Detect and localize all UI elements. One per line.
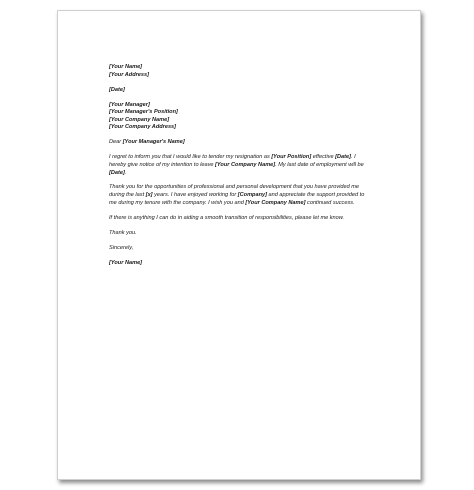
p2-company: [Company] [237, 192, 267, 199]
recipient-manager: [Your Manager] [109, 101, 150, 108]
recipient-company-address: [Your Company Address] [109, 124, 177, 131]
closing: Sincerely, [109, 244, 134, 251]
p1-date-1: [Date] [335, 154, 352, 161]
signature-name: [Your Name] [109, 259, 143, 266]
salutation-name: [Your Manager's Name] [122, 139, 185, 146]
date-block [109, 87, 371, 95]
p2-text-4: continued success. [305, 199, 355, 206]
recipient-position: [Your Manager's Position] [109, 109, 178, 116]
paragraph-thanks [109, 184, 371, 207]
p1-text-5: . [124, 169, 127, 176]
recipient-company: [Your Company Name] [109, 116, 170, 123]
thank-you-line: Thank you. [109, 229, 137, 236]
sender-address: [Your Address] [109, 71, 149, 78]
sender-name: [Your Name] [109, 64, 143, 70]
letter-date: [Date] [109, 86, 125, 93]
salutation [109, 139, 371, 147]
p1-company: [Your Company Name] [215, 161, 276, 168]
sender-block [109, 64, 371, 79]
p2-text-3: and appreciate the support provided to me during my tenure with the company. I wish you and [109, 192, 365, 206]
letter-page [57, 10, 421, 480]
paragraph-transition: If there is anything I can do in aiding a smooth transition of responsibilities, please let me know. [109, 214, 345, 221]
salutation-prefix: Dear [109, 139, 122, 146]
p1-text-3: . I hereby give notice of my intention to leave [109, 154, 356, 168]
p1-text-2: effective [311, 154, 336, 161]
p1-text-4: . My last date of employment will be [275, 161, 364, 168]
letter-body [109, 64, 371, 267]
recipient-block [109, 102, 371, 132]
p1-date-2: [Date] [109, 169, 125, 176]
p1-text-1: I regret to inform you that I would like to tender my resignation as [109, 154, 272, 161]
paragraph-resignation [109, 154, 371, 177]
p2-text-1: Thank you for the opportunities of professional and personal development that you have provided me during the last [109, 184, 360, 199]
p1-position: [Your Position] [271, 154, 312, 161]
p2-years: [x] [145, 192, 153, 199]
p2-text-2: years. I have enjoyed working for [152, 192, 238, 199]
p2-company-name: [Your Company Name] [245, 199, 306, 206]
